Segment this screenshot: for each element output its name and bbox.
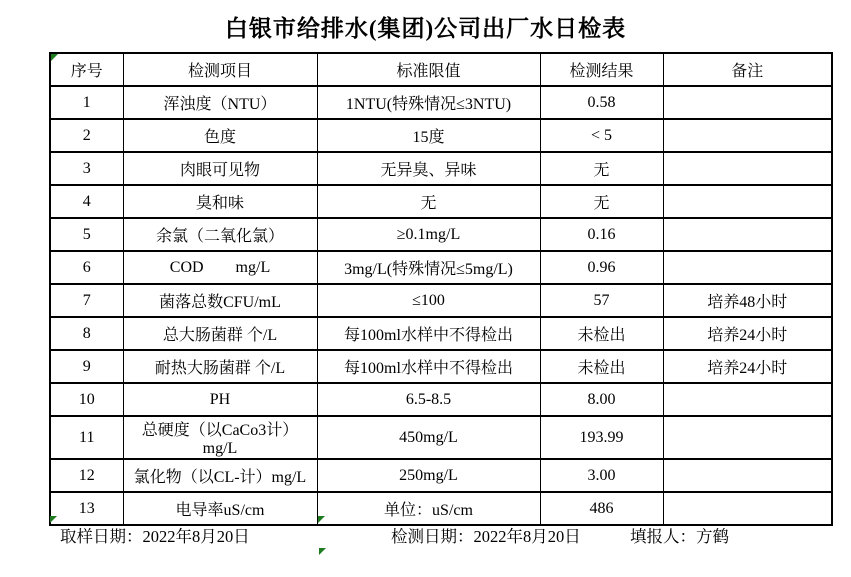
cell-item: 菌落总数CFU/mL (123, 284, 317, 317)
cell-remark (663, 251, 832, 284)
cell-result: 8.00 (540, 383, 663, 416)
test-date: 检测日期：2022年8月20日 (391, 527, 581, 546)
table-row (50, 86, 832, 119)
cell-standard: 1NTU(特殊情况≤3NTU) (317, 86, 540, 119)
cell-seq: 11 (50, 416, 123, 459)
table-row (50, 119, 832, 152)
cell-seq: 8 (50, 317, 123, 350)
cell-result: 无 (540, 152, 663, 185)
header-row (50, 53, 832, 86)
cell-remark (663, 383, 832, 416)
table-row (50, 383, 832, 416)
cell-standard: 3mg/L(特殊情况≤5mg/L) (317, 251, 540, 284)
cell-result: 0.96 (540, 251, 663, 284)
cell-result: 193.99 (540, 416, 663, 459)
table-row (50, 284, 832, 317)
cell-seq: 2 (50, 119, 123, 152)
page-title: 白银市给排水(集团)公司出厂水日检表 (224, 16, 627, 41)
cell-seq: 9 (50, 350, 123, 383)
table-row (50, 416, 832, 459)
column-header-item: 检测项目 (123, 53, 317, 86)
cell-standard: 无异臭、异味 (317, 152, 540, 185)
cell-remark (663, 459, 832, 492)
cell-seq: 7 (50, 284, 123, 317)
cell-remark (663, 492, 832, 525)
cell-result: 无 (540, 185, 663, 218)
cell-remark: 培养24小时 (663, 350, 832, 383)
cell-remark (663, 185, 832, 218)
cell-remark (663, 218, 832, 251)
cell-standard: 单位：uS/cm (317, 492, 540, 525)
cell-item: 余氯（二氧化氯） (123, 218, 317, 251)
sampling-date: 取样日期：2022年8月20日 (60, 527, 250, 546)
green-corner-marker-icon (319, 548, 326, 555)
cell-seq: 12 (50, 459, 123, 492)
cell-result: 未检出 (540, 350, 663, 383)
cell-seq: 5 (50, 218, 123, 251)
cell-result: 486 (540, 492, 663, 525)
cell-standard: 无 (317, 185, 540, 218)
table-row (50, 152, 832, 185)
cell-item: 电导率uS/cm (123, 492, 317, 525)
reporter: 填报人：方鹤 (630, 527, 729, 546)
cell-result: < 5 (540, 119, 663, 152)
cell-result: 0.16 (540, 218, 663, 251)
cell-item: 浑浊度（NTU） (123, 86, 317, 119)
cell-remark: 培养48小时 (663, 284, 832, 317)
cell-remark: 培养24小时 (663, 317, 832, 350)
column-header-remark: 备注 (663, 53, 832, 86)
cell-remark (663, 152, 832, 185)
cell-result: 0.58 (540, 86, 663, 119)
cell-seq: 6 (50, 251, 123, 284)
cell-standard: ≤100 (317, 284, 540, 317)
table-row (50, 459, 832, 492)
cell-standard: 15度 (317, 119, 540, 152)
cell-seq: 1 (50, 86, 123, 119)
cell-item: COD mg/L (123, 251, 317, 284)
cell-seq: 10 (50, 383, 123, 416)
table-row (50, 350, 832, 383)
cell-item: 氯化物（以CL-计）mg/L (123, 459, 317, 492)
cell-remark (663, 119, 832, 152)
cell-standard: 每100ml水样中不得检出 (317, 317, 540, 350)
cell-result: 3.00 (540, 459, 663, 492)
cell-item: 色度 (123, 119, 317, 152)
cell-standard: 450mg/L (317, 416, 540, 459)
cell-item: 总大肠菌群 个/L (123, 317, 317, 350)
cell-standard: ≥0.1mg/L (317, 218, 540, 251)
cell-result: 57 (540, 284, 663, 317)
cell-remark (663, 86, 832, 119)
column-header-seq: 序号 (50, 53, 123, 86)
cell-item: 臭和味 (123, 185, 317, 218)
cell-item: 耐热大肠菌群 个/L (123, 350, 317, 383)
table-row (50, 185, 832, 218)
cell-seq: 3 (50, 152, 123, 185)
cell-item: 肉眼可见物 (123, 152, 317, 185)
cell-standard: 每100ml水样中不得检出 (317, 350, 540, 383)
cell-remark (663, 416, 832, 459)
table-row (50, 218, 832, 251)
cell-standard: 6.5-8.5 (317, 383, 540, 416)
cell-standard: 250mg/L (317, 459, 540, 492)
table-row (50, 492, 832, 525)
cell-seq: 13 (50, 492, 123, 525)
table-row (50, 251, 832, 284)
column-header-standard: 标准限值 (317, 53, 540, 86)
cell-seq: 4 (50, 185, 123, 218)
column-header-result: 检测结果 (540, 53, 663, 86)
cell-item: PH (123, 383, 317, 416)
cell-result: 未检出 (540, 317, 663, 350)
cell-item: 总硬度（以CaCo3计）mg/L (123, 416, 317, 459)
inspection-table (49, 52, 833, 526)
table-row (50, 317, 832, 350)
